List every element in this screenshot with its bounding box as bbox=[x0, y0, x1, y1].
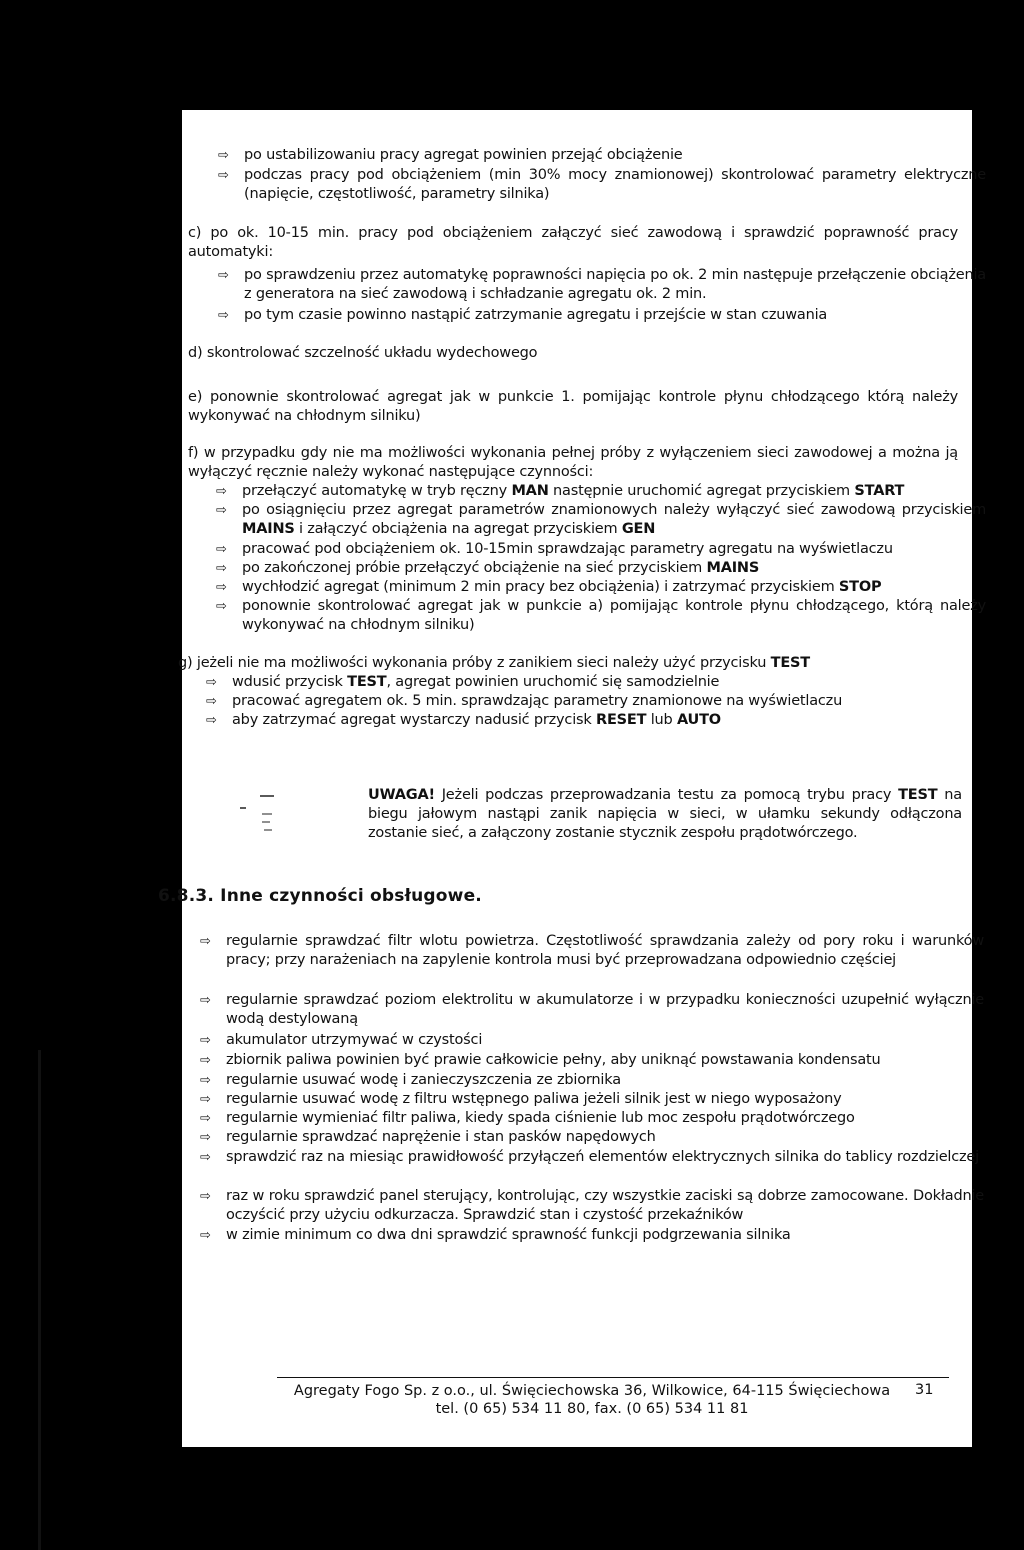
paragraph-g bbox=[178, 654, 958, 673]
paragraph-text: g) jeżeli nie ma możliwości wykonania próby z zanikiem sieci należy użyć przycisku bbox=[178, 655, 771, 671]
list-item-text: , agregat powinien uruchomić się samodzielnie bbox=[386, 674, 720, 690]
list-item bbox=[200, 1109, 984, 1128]
list-item-text: po zakończonej próbie przełączyć obciążenie na sieć przyciskiem bbox=[242, 560, 707, 576]
mains-key-label: MAINS bbox=[706, 560, 760, 576]
arrow-icon: ⇨ bbox=[216, 542, 227, 557]
list-item-text: sprawdzić raz na miesiąc prawidłowość przyłączeń elementów elektrycznych silnika do tablicy rozdzielczej bbox=[226, 1149, 979, 1165]
reset-key-label: RESET bbox=[595, 712, 647, 728]
list-item-text: wdusić przycisk bbox=[232, 674, 348, 690]
arrow-icon: ⇨ bbox=[218, 148, 229, 163]
list-item bbox=[216, 597, 986, 635]
list-item-text: lub bbox=[646, 712, 677, 728]
list-item bbox=[218, 266, 986, 304]
arrow-icon: ⇨ bbox=[218, 168, 229, 183]
test-key-label: TEST bbox=[347, 674, 387, 690]
list-item bbox=[200, 1187, 984, 1225]
list-item-text: w zimie minimum co dwa dni sprawdzić sprawność funkcji podgrzewania silnika bbox=[226, 1227, 791, 1243]
list-item-text: regularnie sprawdzać naprężenie i stan pasków napędowych bbox=[226, 1129, 656, 1145]
list-item bbox=[200, 1051, 984, 1070]
list-item-text: aby zatrzymać agregat wystarczy nadusić przycisk bbox=[232, 712, 596, 728]
list-item-text: po tym czasie powinno nastąpić zatrzymanie agregatu i przejście w stan czuwania bbox=[244, 307, 828, 323]
list-item-text: ponownie skontrolować agregat jak w punkcie a) pomijając kontrole płynu chłodzącego, którą należy wykonywać na chłodnym silniku) bbox=[242, 598, 986, 633]
list-item-text: akumulator utrzymywać w czystości bbox=[226, 1032, 483, 1048]
arrow-icon: ⇨ bbox=[216, 599, 227, 614]
list-item-text: regularnie sprawdzać poziom elektrolitu w akumulatorze i w przypadku konieczności uzupełnić wyłącznie wodą destylowaną bbox=[226, 992, 984, 1027]
section-heading: 6.8.3. Inne czynności obsługowe. bbox=[158, 886, 482, 906]
warning-note bbox=[368, 786, 962, 843]
test-key-label: TEST bbox=[898, 787, 938, 803]
arrow-icon: ⇨ bbox=[216, 561, 227, 576]
list-item-text: pracować pod obciążeniem ok. 10-15min sprawdzając parametry agregatu na wyświetlaczu bbox=[242, 541, 893, 557]
paragraph-c: c) po ok. 10-15 min. pracy pod obciążeniem załączyć sieć zawodową i sprawdzić poprawność pracy automatyki: bbox=[188, 225, 958, 260]
list-item-text: po sprawdzeniu przez automatykę poprawności napięcia po ok. 2 min następuje przełączenie obciążenia z generatora na sieć zawodową i schładzanie agregatu ok. 2 min. bbox=[244, 267, 986, 302]
page-number: 31 bbox=[915, 1382, 934, 1398]
list-item-text: zbiornik paliwa powinien być prawie całkowicie pełny, aby uniknąć powstawania kondensatu bbox=[226, 1052, 881, 1068]
footer-address: Agregaty Fogo Sp. z o.o., ul. Święciechowska 36, Wilkowice, 64-115 Święciechowa bbox=[293, 1383, 891, 1399]
list-item bbox=[200, 1090, 984, 1109]
list-item bbox=[216, 482, 986, 501]
list-item bbox=[216, 501, 986, 539]
man-key-label: MAN bbox=[511, 483, 549, 499]
page-edge-bar bbox=[38, 1050, 41, 1550]
arrow-icon: ⇨ bbox=[200, 1189, 211, 1204]
arrow-icon: ⇨ bbox=[206, 713, 217, 728]
stop-key-label: STOP bbox=[838, 579, 882, 595]
paragraph-f: f) w przypadku gdy nie ma możliwości wykonania pełnej próby z wyłączeniem sieci zawodowej a można ją wyłączyć ręcznie należy wykonać następujące czynności: bbox=[188, 445, 958, 480]
list-item bbox=[216, 578, 986, 597]
warning-icon bbox=[222, 782, 282, 840]
list-item bbox=[200, 1031, 984, 1050]
arrow-icon: ⇨ bbox=[206, 675, 217, 690]
list-item bbox=[200, 991, 984, 1029]
list-item bbox=[200, 1128, 984, 1147]
document-page bbox=[158, 110, 986, 1447]
arrow-icon: ⇨ bbox=[200, 1092, 211, 1107]
arrow-icon: ⇨ bbox=[200, 1053, 211, 1068]
start-key-label: START bbox=[854, 483, 905, 499]
list-item-text: po ustabilizowaniu pracy agregat powinien przejąć obciążenie bbox=[244, 147, 683, 163]
list-item-text: regularnie sprawdzać filtr wlotu powietrza. Częstotliwość sprawdzania zależy od pory roku i warunków pracy; przy narażeniach na zapylenie kontrola musi być przeprowadzana odpowiednio częściej bbox=[226, 933, 984, 968]
list-item-text: po osiągnięciu przez agregat parametrów znamionowych należy wyłączyć sieć zawodową przyciskiem bbox=[242, 502, 986, 518]
arrow-icon: ⇨ bbox=[200, 993, 211, 1008]
warning-text: Jeżeli podczas przeprowadzania testu za pomocą trybu pracy bbox=[434, 787, 899, 803]
list-item bbox=[218, 166, 986, 204]
arrow-icon: ⇨ bbox=[206, 694, 217, 709]
list-item bbox=[216, 559, 986, 578]
warning-label: UWAGA! bbox=[368, 787, 435, 803]
footer bbox=[242, 1382, 942, 1418]
list-item bbox=[218, 306, 986, 325]
list-item bbox=[200, 1071, 984, 1090]
arrow-icon: ⇨ bbox=[200, 934, 211, 949]
gen-key-label: GEN bbox=[621, 521, 656, 537]
arrow-icon: ⇨ bbox=[200, 1228, 211, 1243]
list-item bbox=[200, 1226, 984, 1245]
arrow-icon: ⇨ bbox=[216, 580, 227, 595]
list-item bbox=[206, 673, 986, 692]
arrow-icon: ⇨ bbox=[200, 1073, 211, 1088]
footer-contact: tel. (0 65) 534 11 80, fax. (0 65) 534 11 81 bbox=[435, 1401, 749, 1417]
list-item bbox=[206, 692, 986, 711]
mains-key-label: MAINS bbox=[242, 521, 295, 537]
test-key-label: TEST bbox=[770, 655, 810, 671]
auto-key-label: AUTO bbox=[676, 712, 721, 728]
arrow-icon: ⇨ bbox=[216, 484, 227, 499]
list-item-text: regularnie wymieniać filtr paliwa, kiedy spada ciśnienie lub moc zespołu prądotwórczego bbox=[226, 1110, 855, 1126]
arrow-icon: ⇨ bbox=[200, 1130, 211, 1145]
list-item-text: przełączyć automatykę w tryb ręczny bbox=[242, 483, 512, 499]
arrow-icon: ⇨ bbox=[200, 1033, 211, 1048]
list-item bbox=[200, 1148, 984, 1167]
list-item bbox=[216, 540, 986, 559]
list-item bbox=[218, 146, 984, 165]
list-item-text: i załączyć obciążenia na agregat przyciskiem bbox=[294, 521, 622, 537]
warning-text: na biegu jałowym nastąpi zanik napięcia w sieci, w ułamku sekundy odłączona zostanie sieć, a załączony zostanie stycznik zespołu prądotwórczego. bbox=[368, 787, 962, 841]
paragraph-e: e) ponownie skontrolować agregat jak w punkcie 1. pomijając kontrole płynu chłodzącego którą należy wykonywać na chłodnym silniku) bbox=[188, 389, 958, 424]
footer-rule bbox=[277, 1377, 949, 1378]
list-item bbox=[206, 711, 986, 730]
arrow-icon: ⇨ bbox=[216, 503, 227, 518]
list-item bbox=[200, 932, 984, 970]
paragraph-d: d) skontrolować szczelność układu wydechowego bbox=[188, 345, 538, 361]
list-item-text: następnie uruchomić agregat przyciskiem bbox=[548, 483, 855, 499]
arrow-icon: ⇨ bbox=[200, 1111, 211, 1126]
list-item-text: pracować agregatem ok. 5 min. sprawdzając parametry znamionowe na wyświetlaczu bbox=[232, 693, 843, 709]
list-item-text: regularnie usuwać wodę z filtru wstępnego paliwa jeżeli silnik jest w niego wyposażony bbox=[226, 1091, 842, 1107]
arrow-icon: ⇨ bbox=[218, 308, 229, 323]
list-item-text: raz w roku sprawdzić panel sterujący, kontrolując, czy wszystkie zaciski są dobrze zamocowane. Dokładnie oczyścić przy użyciu odkurzacza. Sprawdzić stan i czystość przekaźników bbox=[226, 1188, 984, 1223]
list-item-text: wychłodzić agregat (minimum 2 min pracy bez obciążenia) i zatrzymać przyciskiem bbox=[242, 579, 839, 595]
list-item-text: regularnie usuwać wodę i zanieczyszczenia ze zbiornika bbox=[226, 1072, 621, 1088]
arrow-icon: ⇨ bbox=[218, 268, 229, 283]
arrow-icon: ⇨ bbox=[200, 1150, 211, 1165]
list-item-text: podczas pracy pod obciążeniem (min 30% mocy znamionowej) skontrolować parametry elektryczne (napięcie, częstotliwość, parametry silnika) bbox=[244, 167, 986, 202]
